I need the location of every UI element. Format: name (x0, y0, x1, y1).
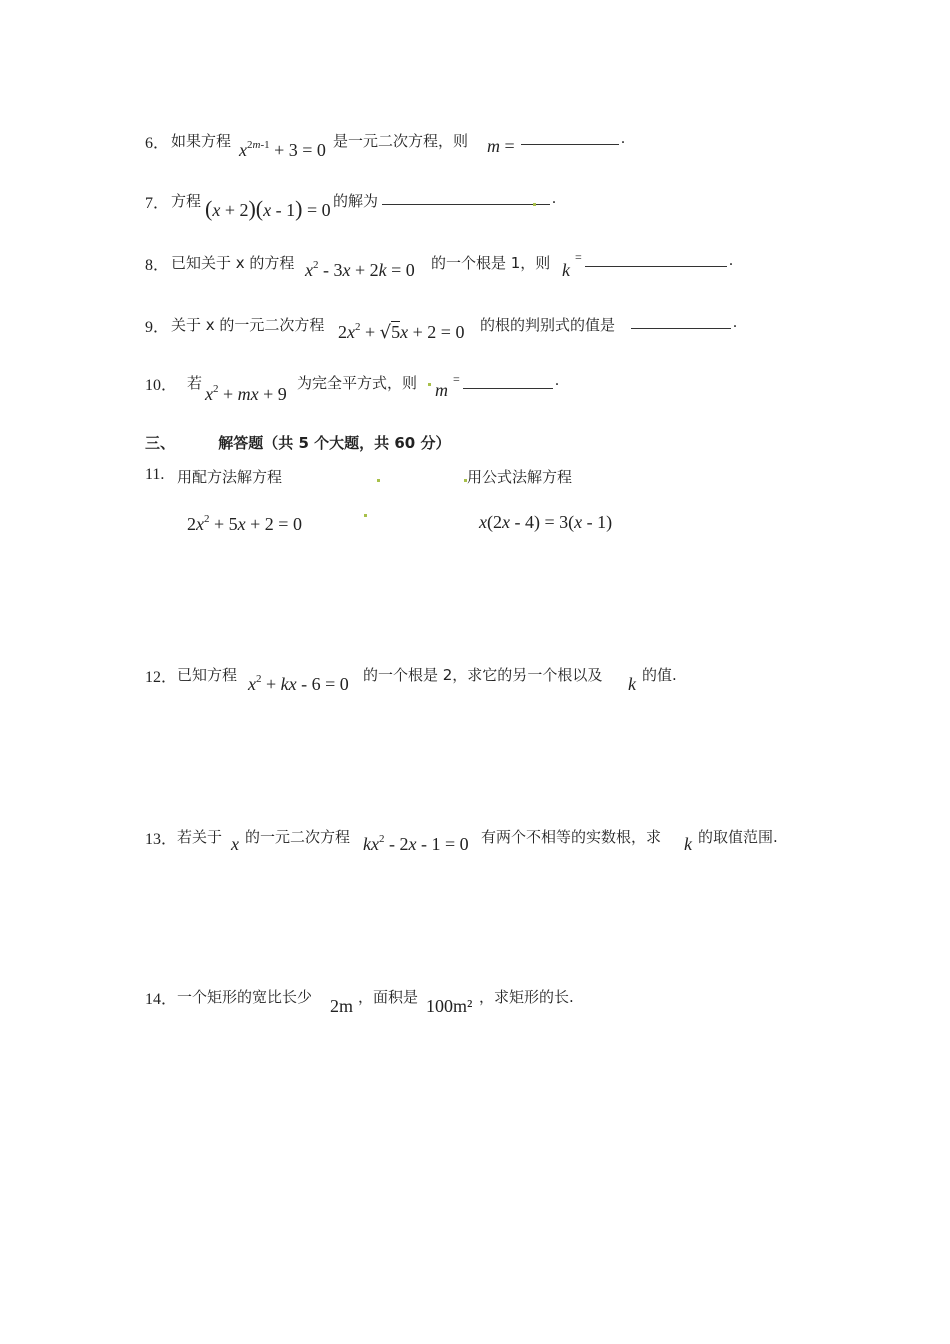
equation: $kx^2 - 2x - 1 = 0$ (363, 833, 469, 854)
question-text: 关于 x 的一元二次方程 (171, 316, 325, 334)
equation: (x + 2)(x - 1) = 0 (205, 196, 331, 221)
equation: $x^{2m-1} + 3 = 0$ (239, 139, 326, 160)
variable: k (684, 834, 692, 854)
period: . (729, 252, 733, 269)
question-text: 为完全平方式，则 (297, 374, 418, 392)
variable: x (231, 834, 239, 854)
question-number: 6． (145, 135, 170, 152)
period: . (552, 190, 556, 207)
question-number: 14． (145, 991, 178, 1008)
variable: m (435, 380, 448, 400)
question-13 (145, 826, 805, 862)
question-text: 的解为 (333, 192, 379, 210)
question-number: 13． (145, 831, 178, 848)
question-text: 的根的判别式的值是 (480, 316, 616, 334)
equation: $2x^2 + √5x + 2 = 0$ (338, 321, 465, 343)
variable: k (628, 674, 636, 694)
question-number: 11. (145, 466, 165, 483)
question-text: 如果方程 (171, 132, 232, 150)
period: . (733, 314, 737, 331)
question-text: 已知关于 x 的方程 (171, 254, 295, 272)
question-6 (145, 128, 645, 164)
decorative-dot (533, 203, 536, 206)
question-text: 若关于 (177, 828, 223, 846)
question-text: 方程 (171, 192, 202, 210)
width-difference: 2m (330, 996, 354, 1016)
question-9 (145, 312, 745, 348)
equation: $x^2$ + kx - 6 = 0 (248, 673, 349, 694)
period: . (555, 372, 559, 389)
question-text: ，求矩形的长. (479, 988, 574, 1006)
variable: m = (487, 136, 515, 156)
question-10 (145, 372, 745, 408)
decorative-dot (464, 479, 467, 482)
equals-sign: = (575, 250, 582, 264)
answer-blank[interactable] (463, 374, 553, 389)
question-14 (145, 986, 745, 1022)
question-text: 是一元二次方程，则 (333, 132, 469, 150)
question-number: 10． (145, 377, 178, 394)
question-text: 的取值范围. (698, 828, 778, 846)
answer-blank[interactable] (521, 130, 619, 145)
question-text: 有两个不相等的实数根，求 (481, 828, 662, 846)
decorative-dot (428, 383, 431, 386)
question-text: 已知方程 (177, 666, 238, 684)
period: . (621, 130, 625, 147)
question-text: 若 (187, 374, 203, 392)
answer-blank[interactable] (382, 190, 550, 205)
question-text: 一个矩形的宽比长少 (177, 988, 313, 1006)
question-text: 的值. (642, 666, 677, 684)
decorative-dot (364, 514, 367, 517)
equation-left: $2x^2 + 5x + 2 = 0$ (187, 513, 302, 534)
question-number: 8． (145, 257, 170, 274)
question-8 (145, 250, 745, 286)
section-label: 三、 (145, 434, 176, 452)
question-text: 的一个根是 2，求它的另一个根以及 (363, 666, 603, 684)
question-number: 9． (145, 319, 170, 336)
section-heading (145, 432, 450, 453)
area-value: 100m² (426, 996, 473, 1016)
decorative-dot (377, 479, 380, 482)
question-text: 用配方法解方程 (177, 468, 283, 486)
question-number: 12． (145, 669, 178, 686)
question-12 (145, 664, 745, 700)
equation: $x^2$ + mx + 9 (205, 383, 287, 404)
question-text: 的一个根是 1，则 (431, 254, 551, 272)
answer-blank[interactable] (631, 314, 731, 329)
question-11 (145, 466, 665, 546)
question-text: ，面积是 (358, 988, 419, 1006)
question-text: 的一元二次方程 (245, 828, 351, 846)
question-7 (145, 188, 645, 224)
equals-sign: = (453, 372, 460, 386)
equation-right: x(2x - 4) = 3(x - 1) (479, 512, 613, 532)
section-title: 解答题（共 5 个大题，共 60 分） (218, 434, 451, 452)
variable: k (562, 260, 570, 280)
question-number: 7． (145, 195, 170, 212)
equation: $x^2 - 3x + 2k = 0$ (305, 259, 415, 280)
answer-blank[interactable] (585, 252, 727, 267)
question-text: 用公式法解方程 (467, 468, 573, 486)
